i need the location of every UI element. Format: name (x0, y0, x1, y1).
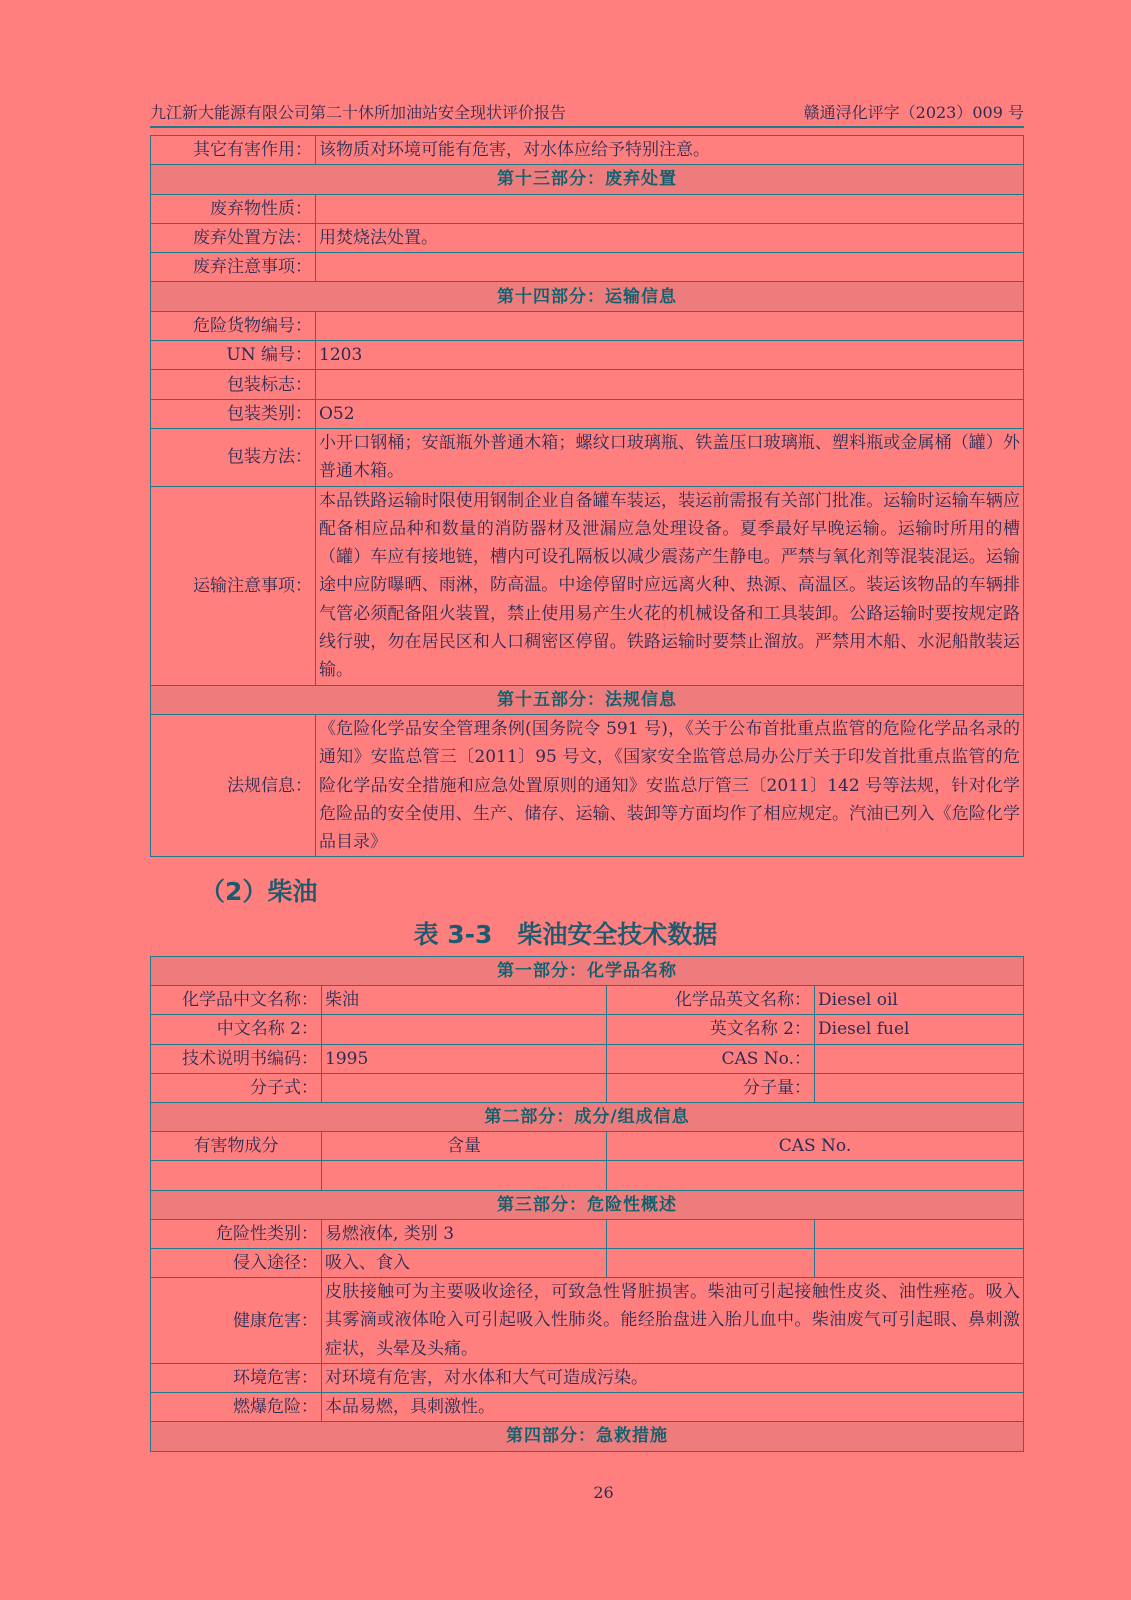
regulations-label: 法规信息： (151, 714, 316, 856)
entry-route-value: 吸入、食入 (322, 1248, 607, 1277)
composition-cell (322, 1161, 607, 1190)
gasoline-safety-table (150, 135, 1024, 857)
table-row (151, 223, 1024, 252)
waste-notes-label: 废弃注意事项： (151, 253, 316, 282)
hazard-class-value: 易燃液体, 类别 3 (322, 1219, 607, 1248)
waste-notes-value (316, 253, 1024, 282)
package-method-value: 小开口钢桶；安瓿瓶外普通木箱；螺纹口玻璃瓶、铁盖压口玻璃瓶、塑料瓶或金属桶（罐）外普通木箱。 (316, 428, 1024, 486)
composition-header: 含量 (322, 1132, 607, 1161)
tech-code-value: 1995 (322, 1044, 607, 1073)
page-number: 26 (593, 1483, 614, 1502)
waste-method-label: 废弃处置方法： (151, 223, 316, 252)
table-row (151, 714, 1024, 856)
section-1-title: 第一部分：化学品名称 (151, 957, 1024, 986)
composition-cell (151, 1161, 322, 1190)
section-row (151, 282, 1024, 311)
cn-name2-value (322, 1015, 607, 1044)
other-hazard-value: 该物质对环境可能有危害，对水体应给予特别注意。 (316, 136, 1024, 165)
section-row (151, 1102, 1024, 1131)
mol-weight-value (815, 1073, 1024, 1102)
cas-label: CAS No.： (607, 1044, 815, 1073)
cn-name-label: 化学品中文名称： (151, 986, 322, 1015)
package-class-value: O52 (316, 399, 1024, 428)
en-name2-value: Diesel fuel (815, 1015, 1024, 1044)
table-row (151, 1073, 1024, 1102)
table-row (151, 1015, 1024, 1044)
section-row (151, 685, 1024, 714)
table-row (151, 136, 1024, 165)
table-row (151, 1044, 1024, 1073)
tech-code-label: 技术说明书编码： (151, 1044, 322, 1073)
table-row (151, 486, 1024, 685)
hazard-class-label: 危险性类别： (151, 1219, 322, 1248)
en-name-value: Diesel oil (815, 986, 1024, 1015)
section-row (151, 1190, 1024, 1219)
composition-header: CAS No. (607, 1132, 1024, 1161)
table-row (151, 1278, 1024, 1364)
table-row (151, 986, 1024, 1015)
table-row (151, 1219, 1024, 1248)
fire-hazard-label: 燃爆危险： (151, 1393, 322, 1422)
transport-notes-value: 本品铁路运输时限使用钢制企业自备罐车装运，装运前需报有关部门批准。运输时运输车辆应配备相应品种和数量的消防器材及泄漏应急处理设备。夏季最好早晚运输。运输时所用的槽（罐）车应有接地链，槽内可设孔隔板以减少震荡产生静电。严禁与氧化剂等混装混运。运输途中应防曝晒、雨淋，防高温。中途停留时应远离火种、热源、高温区。装运该物品的车辆排气管必须配备阻火装置，禁止使用易产生火花的机械设备和工具装卸。公路运输时要按规定路线行驶，勿在居民区和人口稠密区停留。铁路运输时要禁止溜放。严禁用木船、水泥船散装运输。 (316, 486, 1024, 685)
section-15-title: 第十五部分：法规信息 (151, 685, 1024, 714)
dangerous-goods-no-value (316, 311, 1024, 340)
section-3-title: 第三部分：危险性概述 (151, 1190, 1024, 1219)
table-row (151, 1363, 1024, 1392)
table-row (151, 1393, 1024, 1422)
composition-header: 有害物成分 (151, 1132, 322, 1161)
table-row (151, 428, 1024, 486)
table-row (151, 399, 1024, 428)
package-class-label: 包装类别： (151, 399, 316, 428)
waste-nature-value (316, 194, 1024, 223)
section-13-title: 第十三部分：废弃处置 (151, 165, 1024, 194)
cn-name-value: 柴油 (322, 986, 607, 1015)
entry-route-label: 侵入途径： (151, 1248, 322, 1277)
section-row (151, 957, 1024, 986)
table-row (151, 370, 1024, 399)
section-14-title: 第十四部分：运输信息 (151, 282, 1024, 311)
report-number: 赣通浔化评字（2023）009 号 (803, 103, 1024, 122)
un-no-value: 1203 (316, 341, 1024, 370)
diesel-safety-table (150, 956, 1024, 1452)
diesel-subheading: （2）柴油 (200, 877, 318, 906)
section-row (151, 1422, 1024, 1451)
regulations-value: 《危险化学品安全管理条例(国务院令 591 号)，《关于公布首批重点监管的危险化学品名录的通知》安监总管三〔2011〕95 号文，《国家安全监管总局办公厅关于印发首批重点监管的危险化学品安全措施和应急处置原则的通知》安监总厅管三〔2011〕142 号等法规，针对化学危险品的安全使用、生产、储存、运输、装卸等方面均作了相应规定。汽油已列入《危险化学品目录》 (316, 714, 1024, 856)
fire-hazard-value: 本品易燃，具刺激性。 (322, 1393, 1024, 1422)
table-row (151, 194, 1024, 223)
waste-method-value: 用焚烧法处置。 (316, 223, 1024, 252)
page-header (150, 100, 1024, 128)
section-row (151, 165, 1024, 194)
env-hazard-value: 对环境有危害，对水体和大气可造成污染。 (322, 1363, 1024, 1392)
table-row (151, 311, 1024, 340)
cn-name2-label: 中文名称 2： (151, 1015, 322, 1044)
env-hazard-label: 环境危害： (151, 1363, 322, 1392)
section-4-title: 第四部分：急救措施 (151, 1422, 1024, 1451)
table-row (151, 1161, 1024, 1190)
table-header-row (151, 1132, 1024, 1161)
dangerous-goods-no-label: 危险货物编号： (151, 311, 316, 340)
waste-nature-label: 废弃物性质： (151, 194, 316, 223)
empty-cell (607, 1248, 815, 1277)
empty-cell (607, 1219, 815, 1248)
formula-label: 分子式： (151, 1073, 322, 1102)
table-row (151, 341, 1024, 370)
report-title: 九江新大能源有限公司第二十休所加油站安全现状评价报告 (150, 103, 567, 122)
empty-cell (815, 1219, 1024, 1248)
formula-value (322, 1073, 607, 1102)
package-mark-value (316, 370, 1024, 399)
composition-cell (607, 1161, 1024, 1190)
empty-cell (815, 1248, 1024, 1277)
table-caption: 表 3-3 柴油安全技术数据 (413, 920, 718, 949)
package-mark-label: 包装标志： (151, 370, 316, 399)
package-method-label: 包装方法： (151, 428, 316, 486)
en-name-label: 化学品英文名称： (607, 986, 815, 1015)
other-hazard-label: 其它有害作用： (151, 136, 316, 165)
health-hazard-label: 健康危害： (151, 1278, 322, 1364)
un-no-label: UN 编号： (151, 341, 316, 370)
transport-notes-label: 运输注意事项： (151, 486, 316, 685)
en-name2-label: 英文名称 2： (607, 1015, 815, 1044)
mol-weight-label: 分子量： (607, 1073, 815, 1102)
health-hazard-value: 皮肤接触可为主要吸收途径，可致急性肾脏损害。柴油可引起接触性皮炎、油性痤疮。吸入其雾滴或液体呛入可引起吸入性肺炎。能经胎盘进入胎儿血中。柴油废气可引起眼、鼻刺激症状，头晕及头痛。 (322, 1278, 1024, 1364)
table-row (151, 1248, 1024, 1277)
section-2-title: 第二部分：成分/组成信息 (151, 1102, 1024, 1131)
table-row (151, 253, 1024, 282)
cas-value (815, 1044, 1024, 1073)
